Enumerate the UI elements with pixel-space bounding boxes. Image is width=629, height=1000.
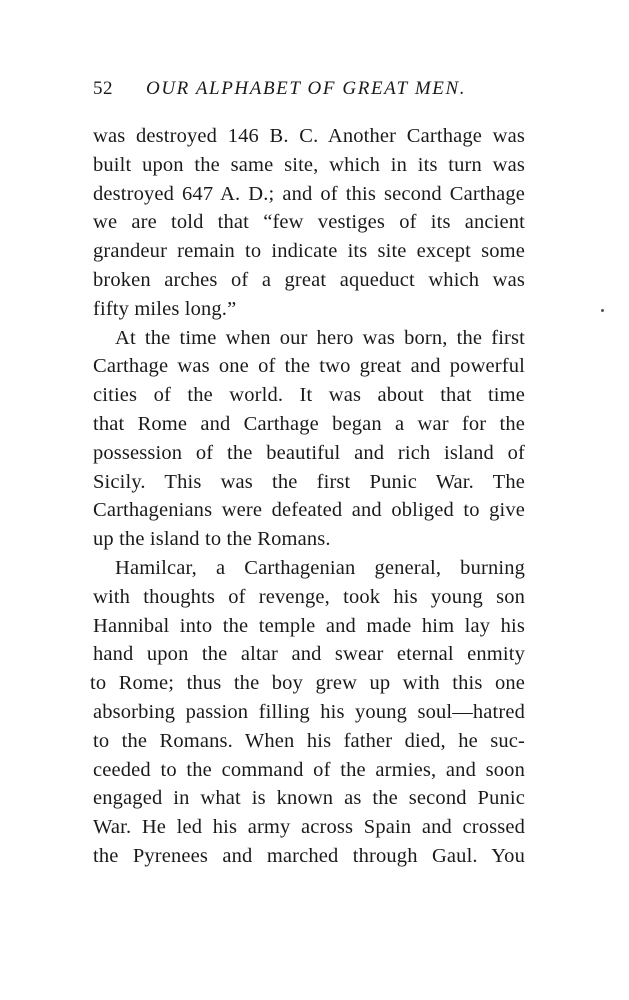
margin-speck [601,309,604,312]
text-line: we are told that “few vestiges of its ancient [93,211,525,234]
text-line: Sicily. This was the first Punic War. The [93,470,525,493]
text-line: absorbing passion filling his young soul—hatred [93,700,525,723]
running-title: OUR ALPHABET OF GREAT MEN. [146,78,467,99]
text-line: engaged in what is known as the second Punic [93,787,525,810]
text-line: the Pyrenees and marched through Gaul. You [93,844,525,867]
text-line: At the time when our hero was born, the first [115,326,525,349]
text-line: hand upon the altar and swear eternal enmity [93,643,525,666]
text-line: Carthagenians were defeated and obliged to give [93,499,525,522]
text-line: to the Romans. When his father died, he suc- [93,729,525,752]
text-line: destroyed 647 A. D.; and of this second Carthage [93,182,525,205]
text-line: to Rome; thus the boy grew up with this one [90,672,525,695]
text-line: with thoughts of revenge, took his young son [93,585,525,608]
text-line: grandeur remain to indicate its site except some [93,240,525,263]
text-line: was destroyed 146 B. C. Another Carthage was [93,125,525,147]
page-number: 52 [93,78,113,99]
running-head [93,78,533,104]
text-line: Hamilcar, a Carthagenian general, burning [115,556,525,579]
text-line: built upon the same site, which in its turn was [93,153,525,176]
text-line: cities of the world. It was about that time [93,384,525,407]
body-text [90,122,525,871]
text-line: War. He led his army across Spain and crossed [93,816,525,839]
text-line: fifty miles long.” [93,297,237,320]
text-line: ceeded to the command of the armies, and soon [93,758,525,781]
text-line: that Rome and Carthage began a war for the [93,412,525,435]
text-line: up the island to the Romans. [93,528,331,551]
text-line: possession of the beautiful and rich island of [93,441,525,464]
text-line: broken arches of a great aqueduct which was [93,268,525,291]
text-line: Hannibal into the temple and made him lay his [93,614,525,637]
text-line: Carthage was one of the two great and powerful [93,355,525,378]
